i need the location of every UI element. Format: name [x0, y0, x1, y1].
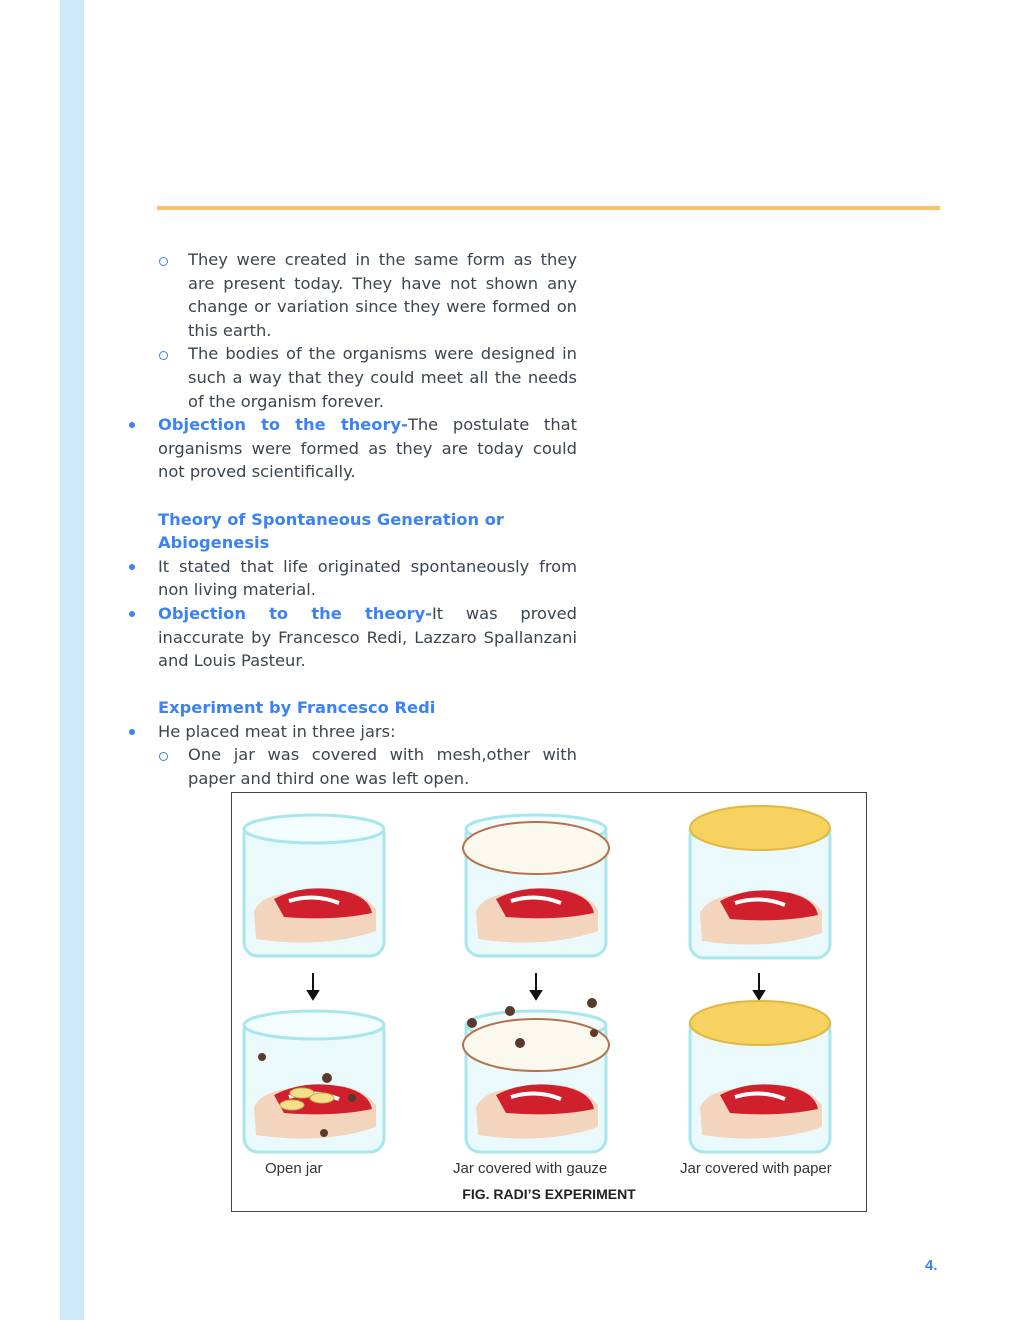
caption-paper-jar: Jar covered with paper: [680, 1160, 832, 1177]
bullet: He placed meat in three jars:: [158, 720, 577, 744]
objection-label: Objection to the theory-: [158, 415, 408, 435]
jars-illustration: [232, 793, 868, 1213]
sub-bullet: They were created in the same form as they are present today. They have not shown any change or variation since they were formed on this earth.: [158, 248, 577, 342]
caption-open-jar: Open jar: [265, 1160, 323, 1177]
objection-text: The postulate that organisms were formed as they are today could not proved scientifically.: [158, 415, 577, 482]
bullet: [158, 602, 577, 673]
caption-gauze-jar: Jar covered with gauze: [453, 1160, 608, 1177]
sub-bullet: One jar was covered with mesh,other with paper and third one was left open.: [158, 743, 577, 790]
section-heading: Theory of Spontaneous Generation or Abiogenesis: [158, 509, 504, 553]
page-sidebar-stripe: [60, 0, 84, 1320]
redi-experiment-figure: [231, 792, 867, 1212]
objection-label: Objection to the theory-: [158, 603, 432, 623]
page-number: 4.: [925, 1257, 938, 1274]
text-column: [158, 248, 577, 791]
header-rule: [157, 206, 940, 210]
bullet: It stated that life originated spontaneously from non living material.: [158, 555, 577, 602]
objection-text: It was proved inaccurate by Francesco Redi, Lazzaro Spallanzani and Louis Pasteur.: [158, 603, 577, 671]
sub-bullet: The bodies of the organisms were designed in such a way that they could meet all the needs of the organism forever.: [158, 342, 577, 413]
bullet: [158, 413, 577, 484]
open-jar-before: [244, 815, 384, 956]
figure-title: FIG. RADI’S EXPERIMENT: [462, 1186, 636, 1202]
arrow-icons: [308, 973, 764, 999]
section-heading: Experiment by Francesco Redi: [158, 698, 436, 718]
open-jar-after: [244, 1011, 384, 1152]
